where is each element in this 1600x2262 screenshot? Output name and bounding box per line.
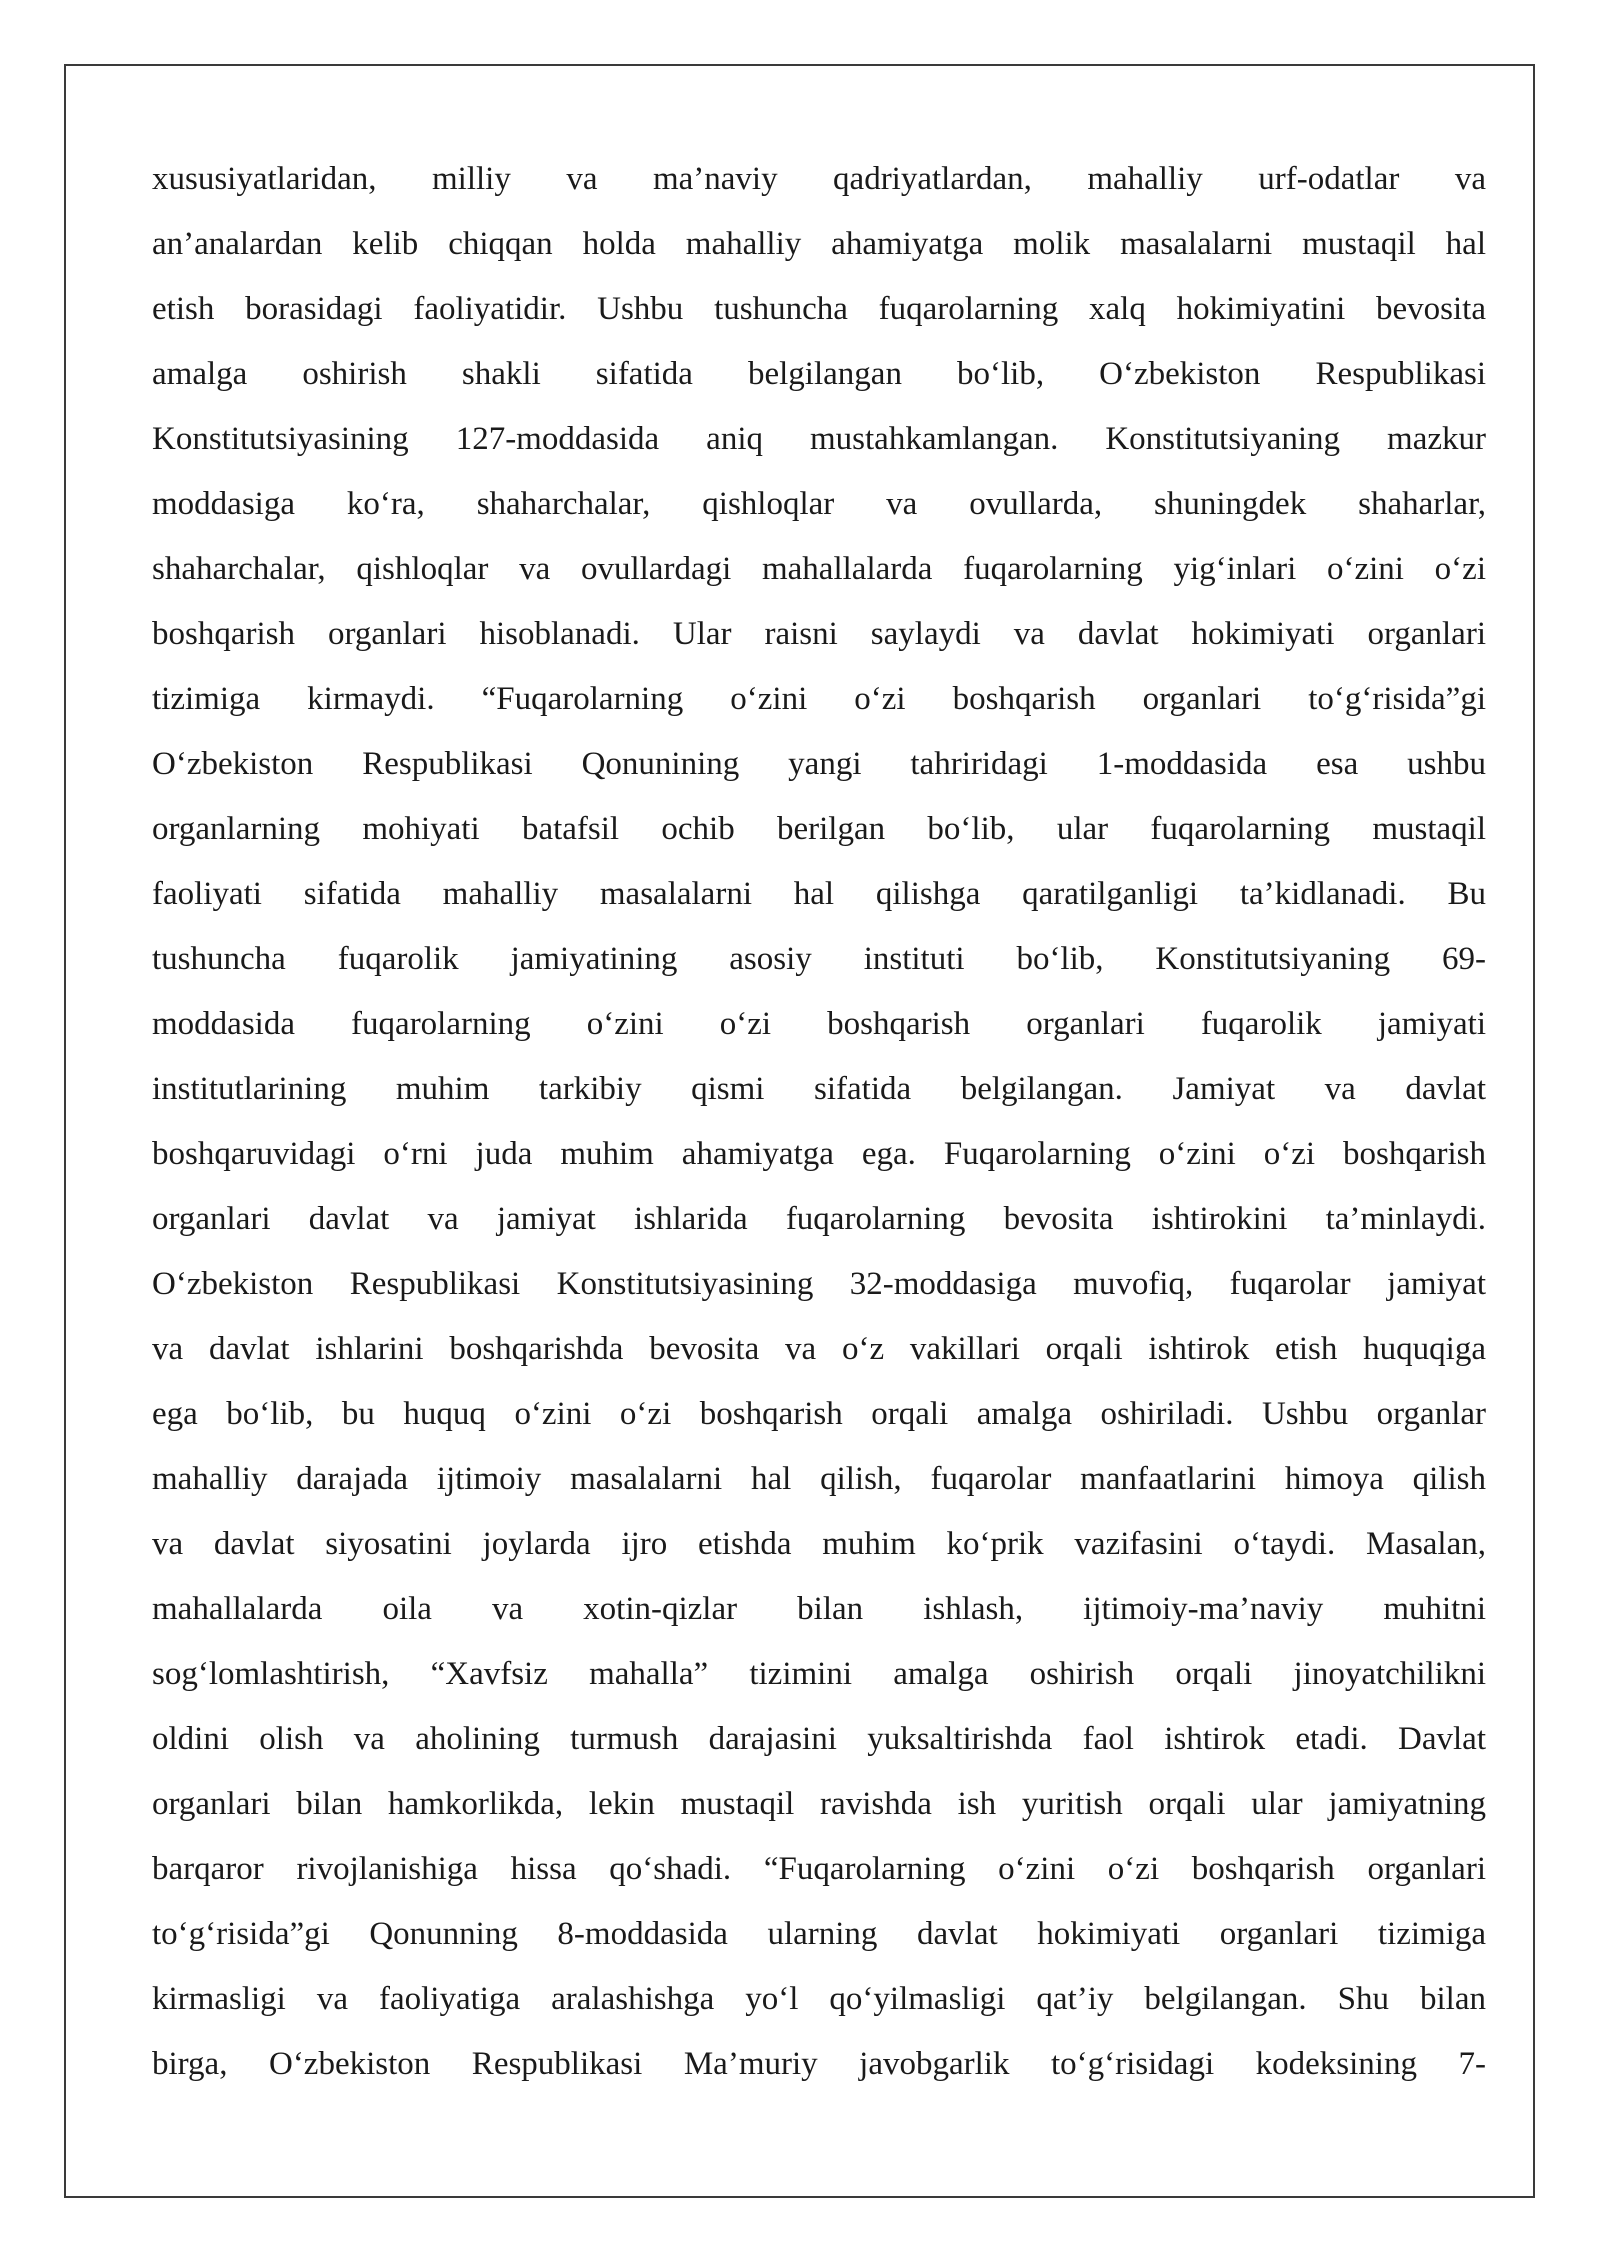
text-line: va davlat siyosatini joylarda ijro etishda muhim ko‘prik vazifasini o‘taydi. Masalan,: [152, 1526, 1486, 1562]
text-line: to‘g‘risida”gi Qonunning 8-moddasida ularning davlat hokimiyati organlari tizimiga: [152, 1916, 1486, 1952]
text-line: Konstitutsiyasining 127-moddasida aniq mustahkamlangan. Konstitutsiyaning mazkur: [152, 421, 1486, 457]
text-line: moddasiga ko‘ra, shaharchalar, qishloqlar va ovullarda, shuningdek shaharlar,: [152, 486, 1486, 522]
text-line: boshqarish organlari hisoblanadi. Ular raisni saylaydi va davlat hokimiyati organlari: [152, 616, 1486, 652]
text-line: moddasida fuqarolarning o‘zini o‘zi boshqarish organlari fuqarolik jamiyati: [152, 1006, 1486, 1042]
text-line: mahallalarda oila va xotin-qizlar bilan ishlash, ijtimoiy-ma’naviy muhitni: [152, 1591, 1486, 1627]
text-line: boshqaruvidagi o‘rni juda muhim ahamiyatga ega. Fuqarolarning o‘zini o‘zi boshqarish: [152, 1136, 1486, 1172]
text-line: birga, O‘zbekiston Respublikasi Ma’muriy javobgarlik to‘g‘risidagi kodeksining 7-: [152, 2046, 1486, 2082]
text-line: oldini olish va aholining turmush darajasini yuksaltirishda faol ishtirok etadi. Davlat: [152, 1721, 1486, 1757]
text-line: organlari davlat va jamiyat ishlarida fuqarolarning bevosita ishtirokini ta’minlaydi.: [152, 1201, 1486, 1237]
text-line: faoliyati sifatida mahalliy masalalarni hal qilishga qaratilganligi ta’kidlanadi. Bu: [152, 876, 1486, 912]
text-line: mahalliy darajada ijtimoiy masalalarni hal qilish, fuqarolar manfaatlarini himoya qilish: [152, 1461, 1486, 1497]
text-line: O‘zbekiston Respublikasi Qonunining yangi tahriridagi 1-moddasida esa ushbu: [152, 746, 1486, 782]
text-line: ega bo‘lib, bu huquq o‘zini o‘zi boshqarish orqali amalga oshiriladi. Ushbu organlar: [152, 1396, 1486, 1432]
text-line: organlari bilan hamkorlikda, lekin mustaqil ravishda ish yuritish orqali ular jamiyatning: [152, 1786, 1486, 1822]
document-body-text: [152, 147, 1486, 2097]
text-line: organlarning mohiyati batafsil ochib berilgan bo‘lib, ular fuqarolarning mustaqil: [152, 811, 1486, 847]
text-line: sog‘lomlashtirish, “Xavfsiz mahalla” tizimini amalga oshirish orqali jinoyatchilikni: [152, 1656, 1486, 1692]
text-line: an’analardan kelib chiqqan holda mahalliy ahamiyatga molik masalalarni mustaqil hal: [152, 226, 1486, 262]
text-line: barqaror rivojlanishiga hissa qo‘shadi. “Fuqarolarning o‘zini o‘zi boshqarish organlari: [152, 1851, 1486, 1887]
text-line: tizimiga kirmaydi. “Fuqarolarning o‘zini o‘zi boshqarish organlari to‘g‘risida”gi: [152, 681, 1486, 717]
text-line: va davlat ishlarini boshqarishda bevosita va o‘z vakillari orqali ishtirok etish huquqiga: [152, 1331, 1486, 1367]
text-line: institutlarining muhim tarkibiy qismi sifatida belgilangan. Jamiyat va davlat: [152, 1071, 1486, 1107]
text-line: etish borasidagi faoliyatidir. Ushbu tushuncha fuqarolarning xalq hokimiyatini bevosita: [152, 291, 1486, 327]
text-line: O‘zbekiston Respublikasi Konstitutsiyasining 32-moddasiga muvofiq, fuqarolar jamiyat: [152, 1266, 1486, 1302]
text-line: shaharchalar, qishloqlar va ovullardagi mahallalarda fuqarolarning yig‘inlari o‘zini o‘zi: [152, 551, 1486, 587]
text-line: xususiyatlaridan, milliy va ma’naviy qadriyatlardan, mahalliy urf-odatlar va: [152, 161, 1486, 197]
text-line: kirmasligi va faoliyatiga aralashishga yo‘l qo‘yilmasligi qat’iy belgilangan. Shu bilan: [152, 1981, 1486, 2017]
text-line: tushuncha fuqarolik jamiyatining asosiy instituti bo‘lib, Konstitutsiyaning 69-: [152, 941, 1486, 977]
text-line: amalga oshirish shakli sifatida belgilangan bo‘lib, O‘zbekiston Respublikasi: [152, 356, 1486, 392]
